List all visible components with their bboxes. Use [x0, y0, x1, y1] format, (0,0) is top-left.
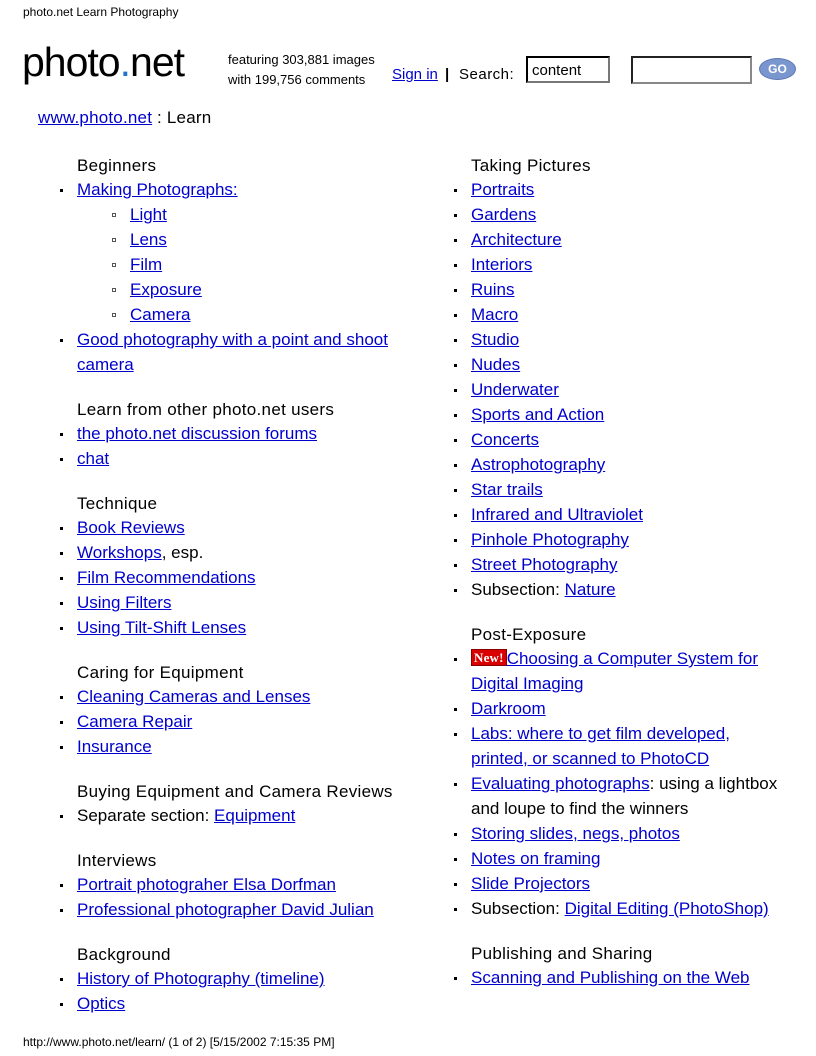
- breadcrumb-home-link[interactable]: www.photo.net: [38, 108, 153, 127]
- list-item: [471, 696, 791, 721]
- logo-part-net: net: [130, 39, 185, 85]
- caring-list: [77, 684, 422, 759]
- optics-link[interactable]: Optics: [77, 994, 126, 1013]
- search-input[interactable]: [631, 56, 752, 84]
- list-item: [471, 252, 791, 277]
- list-item: [471, 477, 791, 502]
- camera-repair-link[interactable]: Camera Repair: [77, 712, 193, 731]
- list-item: [471, 721, 791, 771]
- computer-system-link[interactable]: [471, 649, 758, 693]
- labs-link[interactable]: [471, 724, 730, 768]
- taking-pictures-link[interactable]: Interiors: [471, 255, 533, 274]
- evaluating-link[interactable]: Evaluating photographs: [471, 774, 650, 793]
- storing-link[interactable]: Storing slides, negs, photos: [471, 824, 680, 843]
- list-item: [471, 527, 791, 552]
- computer-system-line-2: Digital Imaging: [471, 674, 584, 693]
- background-list: [77, 966, 422, 1016]
- search-scope-select[interactable]: content: [526, 56, 610, 83]
- site-logo[interactable]: [22, 40, 184, 84]
- list-item: [471, 577, 791, 602]
- breadcrumb-current: Learn: [166, 108, 212, 127]
- sub-list-item: [130, 202, 422, 227]
- taking-pictures-link[interactable]: Macro: [471, 305, 519, 324]
- list-item: [77, 897, 422, 922]
- list-item: [471, 646, 791, 696]
- list-item: [471, 452, 791, 477]
- point-and-shoot-link[interactable]: [77, 330, 388, 374]
- list-item: [471, 227, 791, 252]
- taking-pictures-link[interactable]: Star trails: [471, 480, 543, 499]
- print-footer: http://www.photo.net/learn/ (1 of 2) [5/15/2002 7:15:35 PM]: [23, 1035, 335, 1049]
- section-heading-technique: Technique: [77, 494, 158, 513]
- list-item: [471, 377, 791, 402]
- sub-list-item: [130, 252, 422, 277]
- taking-pictures-link[interactable]: Infrared and Ultraviolet: [471, 505, 643, 524]
- logo-part-photo: photo: [22, 39, 120, 85]
- workshops-link[interactable]: Workshops: [77, 543, 162, 562]
- taking-pictures-link[interactable]: Pinhole Photography: [471, 530, 629, 549]
- sub-list-item: [130, 302, 422, 327]
- list-item: [77, 177, 422, 327]
- images-count: featuring 303,881 images: [228, 52, 375, 67]
- film-recommendations-link[interactable]: Film Recommendations: [77, 568, 256, 587]
- print-header: photo.net Learn Photography: [23, 5, 179, 19]
- list-item: [77, 615, 422, 640]
- taking-pictures-link[interactable]: Underwater: [471, 380, 559, 399]
- sub-list-item: [130, 227, 422, 252]
- list-item: [471, 327, 791, 352]
- section-heading-buying: Buying Equipment and Camera Reviews: [77, 782, 393, 801]
- list-item: [471, 771, 791, 821]
- point-and-shoot-line-1: Good photography with a point and shoot: [77, 330, 388, 349]
- right-column: [471, 155, 791, 990]
- comments-count: with 199,756 comments: [228, 72, 366, 87]
- list-item: [77, 966, 422, 991]
- taking-pictures-link[interactable]: Architecture: [471, 230, 562, 249]
- list-item: [471, 846, 791, 871]
- buying-list: [77, 803, 422, 828]
- taking-pictures-link[interactable]: Astrophotography: [471, 455, 606, 474]
- breadcrumb: [38, 108, 211, 128]
- list-item: [471, 552, 791, 577]
- sign-in-link[interactable]: Sign in: [392, 66, 438, 83]
- section-heading-background: Background: [77, 945, 171, 964]
- beginners-list: [77, 177, 422, 377]
- subsection-label: Subsection:: [471, 580, 565, 599]
- digital-editing-link[interactable]: Digital Editing (PhotoShop): [564, 899, 769, 918]
- using-filters-link[interactable]: Using Filters: [77, 593, 172, 612]
- list-item: [471, 965, 791, 990]
- interviews-list: [77, 872, 422, 922]
- post-exposure-list: [471, 646, 791, 921]
- section-heading-publishing: Publishing and Sharing: [471, 944, 653, 963]
- search-label: Search:: [459, 66, 515, 83]
- taking-pictures-link[interactable]: Studio: [471, 330, 520, 349]
- list-item: [471, 402, 791, 427]
- taking-pictures-link[interactable]: Portraits: [471, 180, 535, 199]
- book-reviews-link[interactable]: Book Reviews: [77, 518, 185, 537]
- slide-projectors-link[interactable]: Slide Projectors: [471, 874, 591, 893]
- technique-list: [77, 515, 422, 640]
- breadcrumb-separator: :: [152, 108, 167, 127]
- taking-pictures-link[interactable]: Concerts: [471, 430, 540, 449]
- list-item: [471, 352, 791, 377]
- taking-pictures-link[interactable]: Street Photography: [471, 555, 618, 574]
- section-heading-learn-users: Learn from other photo.net users: [77, 400, 335, 419]
- list-item: [471, 821, 791, 846]
- workshops-suffix: , esp.: [161, 543, 204, 562]
- list-item: [471, 427, 791, 452]
- taking-subsection-list: [471, 577, 791, 602]
- evaluating-suffix-2: and loupe to find the winners: [471, 799, 689, 818]
- list-item: [471, 871, 791, 896]
- site-stats: [228, 50, 375, 90]
- insurance-link[interactable]: Insurance: [77, 737, 152, 756]
- list-item: [77, 590, 422, 615]
- list-item: [77, 991, 422, 1016]
- list-item: [77, 709, 422, 734]
- left-column: [77, 155, 422, 1016]
- section-heading-interviews: Interviews: [77, 851, 157, 870]
- taking-pictures-list: [471, 177, 791, 577]
- list-item: [77, 872, 422, 897]
- david-julian-link[interactable]: Professional photographer David Julian: [77, 900, 374, 919]
- elsa-dorfman-link[interactable]: Portrait photograher Elsa Dorfman: [77, 875, 336, 894]
- labs-line-2: printed, or scanned to PhotoCD: [471, 749, 710, 768]
- evaluating-suffix-1: : using a lightbox: [649, 774, 778, 793]
- section-heading-caring: Caring for Equipment: [77, 663, 244, 682]
- darkroom-link[interactable]: Darkroom: [471, 699, 546, 718]
- sub-list-item: [130, 277, 422, 302]
- section-heading-taking-pictures: Taking Pictures: [471, 156, 591, 175]
- list-item: [471, 502, 791, 527]
- go-button[interactable]: GO: [759, 58, 796, 80]
- list-item: [471, 277, 791, 302]
- list-item: [471, 202, 791, 227]
- computer-system-line-1: Choosing a Computer System for: [506, 649, 759, 668]
- tilt-shift-lenses-link[interactable]: Using Tilt-Shift Lenses: [77, 618, 247, 637]
- making-photographs-link[interactable]: Making Photographs:: [77, 180, 238, 199]
- section-heading-post-exposure: Post-Exposure: [471, 625, 587, 644]
- film-link[interactable]: Film: [130, 255, 163, 274]
- list-item: [77, 540, 422, 565]
- logo-dot: .: [119, 39, 131, 85]
- list-item: [471, 177, 791, 202]
- discussion-forums-link[interactable]: the photo.net discussion forums: [77, 424, 318, 443]
- taking-pictures-link[interactable]: Nudes: [471, 355, 521, 374]
- learn-users-list: [77, 421, 422, 471]
- camera-link[interactable]: Camera: [130, 305, 191, 324]
- list-item: [77, 734, 422, 759]
- publishing-list: [471, 965, 791, 990]
- list-item: [77, 565, 422, 590]
- list-item: [471, 302, 791, 327]
- chat-link[interactable]: chat: [77, 449, 110, 468]
- framing-link[interactable]: Notes on framing: [471, 849, 601, 868]
- list-item: [77, 515, 422, 540]
- making-photographs-sublist: [77, 202, 422, 327]
- history-link[interactable]: History of Photography (timeline): [77, 969, 325, 988]
- list-item: [77, 446, 422, 471]
- subsection-label: Subsection:: [471, 899, 565, 918]
- scanning-publishing-link[interactable]: Scanning and Publishing on the Web: [471, 968, 750, 987]
- equipment-link[interactable]: Equipment: [214, 806, 296, 825]
- nature-link[interactable]: Nature: [564, 580, 616, 599]
- light-link[interactable]: Light: [130, 205, 167, 224]
- new-badge: New!: [471, 649, 507, 666]
- cleaning-link[interactable]: Cleaning Cameras and Lenses: [77, 687, 311, 706]
- separate-section-label: Separate section:: [77, 806, 215, 825]
- nav-separator: |: [445, 66, 450, 83]
- list-item: [77, 684, 422, 709]
- list-item: [77, 421, 422, 446]
- taking-pictures-link[interactable]: Sports and Action: [471, 405, 605, 424]
- list-item: [77, 327, 422, 377]
- taking-pictures-link[interactable]: Gardens: [471, 205, 537, 224]
- lens-link[interactable]: Lens: [130, 230, 167, 249]
- taking-pictures-link[interactable]: Ruins: [471, 280, 515, 299]
- list-item: [471, 896, 791, 921]
- section-heading-beginners: Beginners: [77, 156, 157, 175]
- point-and-shoot-line-2: camera: [77, 355, 134, 374]
- list-item: [77, 803, 422, 828]
- labs-line-1: Labs: where to get film developed,: [471, 724, 730, 743]
- exposure-link[interactable]: Exposure: [130, 280, 202, 299]
